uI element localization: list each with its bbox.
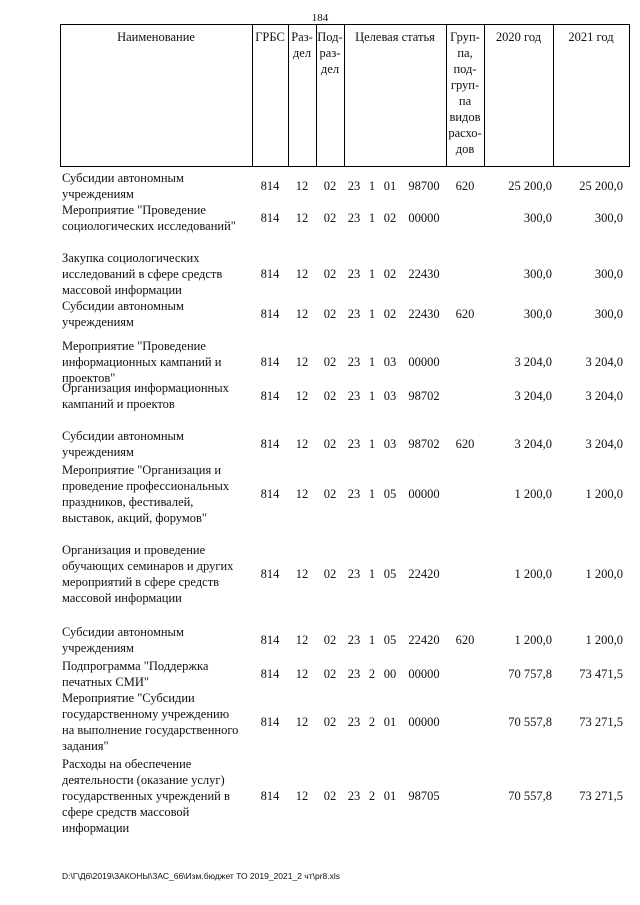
cell-target-subprogram: 1 (368, 179, 376, 193)
cell-subsection: 02 (323, 179, 337, 193)
cell-2020: 1 200,0 (514, 633, 552, 647)
cell-target-program: 23 (347, 667, 361, 681)
cell-2020: 300,0 (523, 211, 552, 225)
cell-expense-group: 620 (455, 179, 475, 193)
cell-target-program: 23 (347, 179, 361, 193)
cell-target-direction: 98702 (408, 389, 440, 403)
cell-2021: 3 204,0 (585, 389, 623, 403)
header-2020: 2020 год (495, 30, 542, 44)
cell-grbs: 814 (260, 307, 280, 321)
cell-target-event: 03 (383, 389, 397, 403)
cell-2020: 1 200,0 (514, 567, 552, 581)
table-header (60, 24, 630, 167)
cell-grbs: 814 (260, 211, 280, 225)
cell-grbs: 814 (260, 715, 280, 729)
header-2021: 2021 год (568, 30, 614, 44)
cell-target-direction: 22430 (408, 267, 440, 281)
cell-section: 12 (295, 307, 309, 321)
cell-target-event: 03 (383, 355, 397, 369)
cell-section: 12 (295, 437, 309, 451)
cell-2020: 3 204,0 (514, 389, 552, 403)
cell-subsection: 02 (323, 307, 337, 321)
cell-target-program: 23 (347, 355, 361, 369)
cell-target-subprogram: 1 (368, 307, 376, 321)
header-subsection: Под- раз- дел (317, 30, 343, 76)
cell-target-direction: 22430 (408, 307, 440, 321)
cell-target-event: 02 (383, 211, 397, 225)
header-divider (60, 24, 61, 167)
cell-2020: 3 204,0 (514, 437, 552, 451)
cell-target-event: 05 (383, 567, 397, 581)
cell-section: 12 (295, 633, 309, 647)
header-bottom-border (60, 166, 630, 167)
cell-grbs: 814 (260, 789, 280, 803)
cell-grbs: 814 (260, 487, 280, 501)
cell-2020: 300,0 (523, 267, 552, 281)
cell-expense-group: 620 (455, 307, 475, 321)
page-number: 184 (311, 12, 329, 24)
cell-2021: 25 200,0 (579, 179, 623, 193)
row-name: Мероприятие "Субсидии государственному учреждению на выполнение государственного задания" (62, 691, 239, 753)
cell-target-program: 23 (347, 789, 361, 803)
cell-2020: 1 200,0 (514, 487, 552, 501)
cell-target-subprogram: 1 (368, 633, 376, 647)
cell-target-event: 00 (383, 667, 397, 681)
cell-2021: 300,0 (594, 267, 623, 281)
cell-target-program: 23 (347, 715, 361, 729)
cell-2021: 1 200,0 (585, 633, 623, 647)
cell-target-subprogram: 1 (368, 487, 376, 501)
cell-section: 12 (295, 715, 309, 729)
cell-subsection: 02 (323, 789, 337, 803)
cell-2020: 300,0 (523, 307, 552, 321)
cell-grbs: 814 (260, 567, 280, 581)
header-divider (344, 24, 345, 167)
cell-target-subprogram: 2 (368, 715, 376, 729)
cell-target-direction: 22420 (408, 633, 440, 647)
cell-2021: 3 204,0 (585, 437, 623, 451)
cell-section: 12 (295, 667, 309, 681)
cell-2021: 300,0 (594, 211, 623, 225)
cell-section: 12 (295, 487, 309, 501)
cell-2020: 70 557,8 (508, 715, 552, 729)
cell-subsection: 02 (323, 715, 337, 729)
cell-target-event: 01 (383, 179, 397, 193)
header-divider (629, 24, 630, 167)
header-grbs: ГРБС (255, 30, 285, 44)
row-name: Организация и проведение обучающих семинаров и других мероприятий в сфере средств массовой информации (62, 543, 234, 605)
cell-target-program: 23 (347, 437, 361, 451)
cell-target-event: 01 (383, 789, 397, 803)
cell-target-event: 03 (383, 437, 397, 451)
row-name: Подпрограмма "Поддержка печатных СМИ" (62, 659, 209, 689)
cell-subsection: 02 (323, 633, 337, 647)
cell-2021: 300,0 (594, 307, 623, 321)
cell-section: 12 (295, 789, 309, 803)
cell-grbs: 814 (260, 667, 280, 681)
cell-target-event: 05 (383, 487, 397, 501)
cell-section: 12 (295, 179, 309, 193)
cell-target-direction: 98705 (408, 789, 440, 803)
cell-target-direction: 00000 (408, 715, 440, 729)
row-name: Субсидии автономным учреждениям (62, 171, 184, 201)
cell-subsection: 02 (323, 567, 337, 581)
cell-target-subprogram: 2 (368, 789, 376, 803)
row-name: Мероприятие "Организация и проведение профессиональных праздников, фестивалей, выставок, акций, форумов" (62, 463, 230, 525)
cell-target-event: 02 (383, 307, 397, 321)
cell-target-program: 23 (347, 267, 361, 281)
header-expense-group: Груп- па, под- груп- па видов расхо- дов (448, 30, 482, 156)
cell-subsection: 02 (323, 437, 337, 451)
cell-target-subprogram: 1 (368, 437, 376, 451)
header-divider (553, 24, 554, 167)
cell-grbs: 814 (260, 179, 280, 193)
cell-expense-group: 620 (455, 633, 475, 647)
cell-target-direction: 00000 (408, 667, 440, 681)
cell-target-direction: 98702 (408, 437, 440, 451)
cell-target-direction: 22420 (408, 567, 440, 581)
cell-target-program: 23 (347, 487, 361, 501)
header-divider (252, 24, 253, 167)
cell-target-subprogram: 1 (368, 567, 376, 581)
cell-target-event: 05 (383, 633, 397, 647)
cell-2021: 1 200,0 (585, 567, 623, 581)
row-name: Субсидии автономным учреждениям (62, 429, 184, 459)
file-path-footer: D:\Г\Д6\2019\ЗАКОНЫ\ЗАС_66\Изм.бюджет ТО 2019_2021_2 чт\pr8.xls (62, 871, 341, 881)
cell-subsection: 02 (323, 267, 337, 281)
row-name: Субсидии автономным учреждениям (62, 299, 184, 329)
row-name: Организация информационных кампаний и проектов (62, 381, 229, 411)
row-name: Закупка социологических исследований в сфере средств массовой информации (62, 251, 223, 297)
cell-target-direction: 98700 (408, 179, 440, 193)
cell-section: 12 (295, 267, 309, 281)
cell-target-program: 23 (347, 211, 361, 225)
cell-grbs: 814 (260, 389, 280, 403)
cell-target-program: 23 (347, 567, 361, 581)
cell-2020: 3 204,0 (514, 355, 552, 369)
cell-target-subprogram: 1 (368, 211, 376, 225)
cell-2021: 3 204,0 (585, 355, 623, 369)
cell-target-program: 23 (347, 389, 361, 403)
cell-grbs: 814 (260, 437, 280, 451)
cell-2020: 70 557,8 (508, 789, 552, 803)
cell-target-program: 23 (347, 633, 361, 647)
cell-grbs: 814 (260, 633, 280, 647)
cell-2020: 70 757,8 (508, 667, 552, 681)
header-divider (484, 24, 485, 167)
cell-2021: 73 271,5 (579, 789, 623, 803)
cell-target-subprogram: 2 (368, 667, 376, 681)
cell-subsection: 02 (323, 487, 337, 501)
cell-target-program: 23 (347, 307, 361, 321)
cell-2021: 73 271,5 (579, 715, 623, 729)
cell-target-subprogram: 1 (368, 267, 376, 281)
cell-subsection: 02 (323, 211, 337, 225)
header-target-article: Целевая статья (355, 30, 435, 44)
cell-section: 12 (295, 389, 309, 403)
cell-target-event: 02 (383, 267, 397, 281)
cell-expense-group: 620 (455, 437, 475, 451)
cell-subsection: 02 (323, 389, 337, 403)
header-name: Наименование (117, 30, 195, 44)
cell-target-subprogram: 1 (368, 389, 376, 403)
cell-subsection: 02 (323, 667, 337, 681)
cell-target-direction: 00000 (408, 487, 440, 501)
header-section: Раз- дел (291, 30, 313, 60)
cell-target-direction: 00000 (408, 211, 440, 225)
cell-section: 12 (295, 567, 309, 581)
cell-section: 12 (295, 211, 309, 225)
cell-target-subprogram: 1 (368, 355, 376, 369)
cell-2021: 1 200,0 (585, 487, 623, 501)
row-name: Мероприятие "Проведение информационных кампаний и проектов" (62, 339, 222, 385)
row-name: Расходы на обеспечение деятельности (оказание услуг) государственных учреждений в сфере средств массовой информации (62, 757, 230, 835)
row-name: Мероприятие "Проведение социологических исследований" (62, 203, 236, 233)
header-top-border (60, 24, 630, 25)
cell-2021: 73 471,5 (579, 667, 623, 681)
cell-target-direction: 00000 (408, 355, 440, 369)
cell-target-event: 01 (383, 715, 397, 729)
cell-2020: 25 200,0 (508, 179, 552, 193)
cell-subsection: 02 (323, 355, 337, 369)
cell-grbs: 814 (260, 355, 280, 369)
cell-grbs: 814 (260, 267, 280, 281)
cell-section: 12 (295, 355, 309, 369)
row-name: Субсидии автономным учреждениям (62, 625, 184, 655)
